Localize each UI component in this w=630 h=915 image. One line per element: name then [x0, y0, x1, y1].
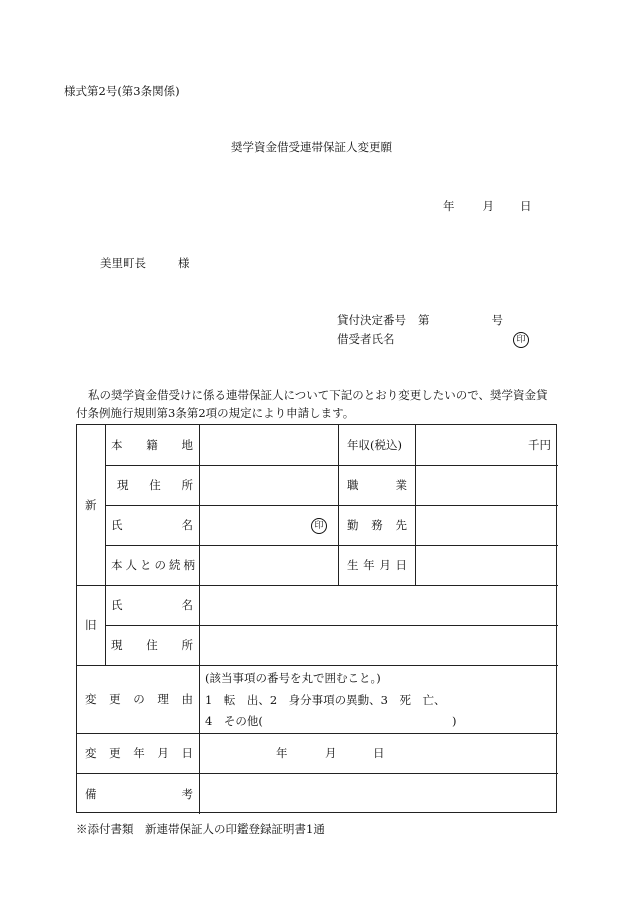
- remarks-label: 備 考: [85, 787, 193, 801]
- birthdate-label: 生 年 月 日: [347, 558, 407, 572]
- change-date-label: 変 更 年 月 日: [85, 746, 193, 760]
- loan-number-suffix: 号: [491, 313, 503, 327]
- income-label: 年収(税込): [347, 438, 402, 452]
- change-reason-label: 変 更 の 理 由: [85, 692, 193, 706]
- relation-label: 本人との続柄: [111, 558, 198, 572]
- attachments-note: ※添付書類 新連帯保証人の印鑑登録証明書1通: [76, 822, 325, 836]
- income-unit: 千円: [528, 438, 551, 452]
- old-address-label: 現 住 所: [111, 638, 193, 652]
- reason-options-2: 4 その他(: [205, 714, 263, 728]
- loan-decision-number: [337, 313, 503, 327]
- change-date-year: 年: [276, 746, 288, 760]
- application-statement: 私の奨学資金借受けに係る連帯保証人について下記のとおり変更したいので、奨学資金貸付条例施行規則第3条第2項の規定により申請します。: [76, 388, 548, 420]
- reason-close-paren: ): [452, 714, 457, 728]
- old-name-label: 氏 名: [111, 598, 193, 612]
- date-day: 日: [520, 199, 532, 213]
- form-number: 様式第2号(第3条関係): [64, 84, 180, 98]
- guarantor-seal-mark: [311, 517, 327, 534]
- borrower-seal-mark: [513, 331, 529, 348]
- change-date-month: 月: [325, 746, 337, 760]
- name-label: 氏 名: [111, 518, 193, 532]
- addressee-honorific: 様: [178, 256, 190, 270]
- document-title: 奨学資金借受連帯保証人変更願: [231, 140, 392, 154]
- addressee-name: 美里町長: [100, 256, 146, 270]
- workplace-label: 勤 務 先: [347, 518, 407, 532]
- borrower-name-label: 借受者氏名: [337, 332, 395, 346]
- occupation-label: 職 業: [347, 478, 407, 492]
- loan-number-label: 貸付決定番号: [337, 313, 406, 327]
- loan-number-prefix: 第: [418, 313, 430, 327]
- reason-options-1: 1 転 出、2 身分事項の異動、3 死 亡、: [205, 693, 446, 707]
- new-guarantor-label: 新: [85, 498, 97, 512]
- old-guarantor-label: 旧: [85, 618, 97, 632]
- domicile-label: 本 籍 地: [111, 438, 193, 452]
- date-month: 月: [482, 199, 494, 213]
- addressee: [100, 256, 190, 270]
- application-date: [443, 199, 532, 213]
- change-date-day: 日: [373, 746, 385, 760]
- reason-instruction: (該当事項の番号を丸で囲むこと。): [205, 671, 381, 685]
- seal-icon: 印: [311, 518, 327, 534]
- address-label: 現 住 所: [117, 478, 193, 492]
- guarantor-change-table: [76, 424, 557, 813]
- date-year: 年: [443, 199, 455, 213]
- seal-icon: 印: [513, 332, 529, 348]
